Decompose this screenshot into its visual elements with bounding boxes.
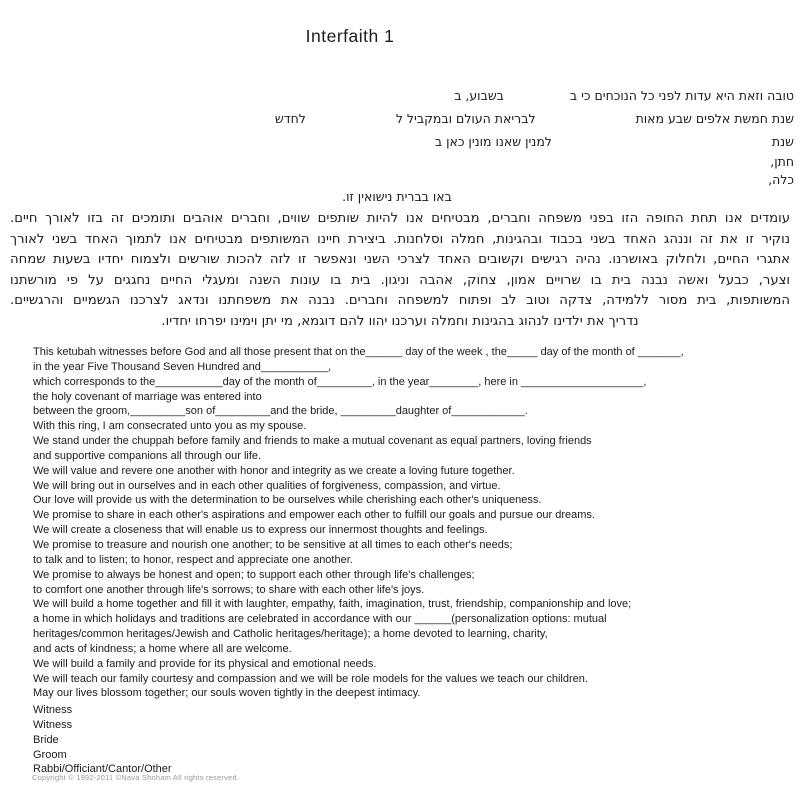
english-text-line: and supportive companions all through our life. [33,449,262,462]
hebrew-vow-line: המשותפות, בית מסור ללמידה, צדקה וטוב לב ופתוח למשפחה וחברים. נבנה את משפחתנו ונדאג לצרכנו הגשמיים והרגשיים. [10,293,790,308]
hebrew-groom-label [0,153,794,171]
signature-label: Rabbi/Officiant/Cantor/Other [33,763,172,776]
english-text-line: Our love will provide us with the determination to be ourselves while cherishing each other's uniqueness. [33,494,542,507]
english-text-line: in the year Five Thousand Seven Hundred and___________, [33,360,332,373]
english-text-line: to comfort one another through life's sorrows; to share with each other life's joys. [33,583,425,596]
english-text-line: and acts of kindness; a home where all are welcome. [33,642,292,655]
signature-label: Witness [33,718,73,731]
hebrew-text-segment: כלה, [768,171,794,187]
english-text-line: a home in which holidays and traditions are celebrated in accordance with our ______(personalization options: mutual [33,613,607,626]
fill-in-blank [536,122,636,123]
english-text-line: We will create a closeness that will enable us to express our innermost thoughts and feelings. [33,524,488,537]
english-text-line: This ketubah witnesses before God and all those present that on the______ day of the week , the_____ day of the month of _______, [33,346,684,358]
english-text-line: We will build a family and provide for its physical and emotional needs. [33,657,377,670]
signature-labels-section [33,703,172,777]
hebrew-vow-line: נוקיר זו את זה וננהג האחד בשני בכבוד ובהגינות, חמלה וסלחנות. ביצירת חיינו המשותפים מבטיחים אנו לתמוך האחד בשני לאורך [10,231,790,247]
english-text-line: We promise to always be honest and open; to support each other through life's challenges; [33,568,475,581]
hebrew-text-segment: חתן, [770,154,794,169]
hebrew-text-segment: באו בברית נישואין זו. [342,189,452,204]
english-text-line: We will bring out in ourselves and in each other qualities of forgiveness, compassion, and virtue. [33,479,501,492]
english-text-section [33,345,782,701]
hebrew-date-line-1 [0,84,794,107]
hebrew-bride-label [0,171,794,189]
english-text-line: We promise to share in each other's aspirations and empower each other to fulfill our goals and pursue our dreams. [33,509,595,522]
page-title: Interfaith 1 [305,26,395,46]
english-text-line: between the groom,_________son of_________and the bride, _________daughter of____________. [33,405,528,418]
hebrew-text-segment: שנת חמשת אלפים שבע מאות [635,111,794,126]
english-text-line: We will value and revere one another with honor and integrity as we create a loving future together. [33,464,515,477]
hebrew-vows-paragraph [10,209,790,332]
copyright-notice: Copyright © 1992-2011 ©Nava Shoham All rights reserved. [32,773,240,782]
hebrew-text-segment: לחדש [274,111,306,126]
english-text-line: to talk and to listen; to honor, respect and appreciate one another. [33,553,353,566]
hebrew-date-line-3 [0,130,794,153]
english-text-line: We stand under the chuppah before family and friends to make a mutual covenant as equal partners, loving friends [33,435,592,448]
hebrew-vow-line: וצער, כבעל ואשה נבנה בית בו שרויים אמון, צחוק, אהבה וניגון. בית בו עונות השנה ומעגלי החיים נחגגים על פי מורשתנו [10,272,790,288]
signature-label: Groom [33,748,67,761]
hebrew-text-segment: בשבוע, ב [454,88,504,103]
english-text-line: We will teach our family courtesy and compassion and we will be role models for the values we teach our children. [33,672,588,685]
english-text-line: With this ring, I am consecrated unto you as my spouse. [33,420,307,433]
fill-in-blank [552,145,772,146]
fill-in-blank [504,99,570,100]
hebrew-text-segment: לבריאת העולם ובמקביל ל [395,111,536,126]
english-text-line: which corresponds to the___________day of the month of_________, in the year________, here in ____________________, [33,375,647,388]
english-text-line: We will build a home together and fill it with laughter, empathy, faith, imagination, trust, friendship, companionship and love; [33,598,632,611]
hebrew-date-section [0,84,794,206]
hebrew-text-segment: למנין שאנו מונין כאן ב [434,134,552,149]
hebrew-vow-line: עומדים אנו תחת החופה הזו בפני משפחה וחברים, מבטיחים אנו להיות שותפים שווים, וחברים אוהבים ותומכים זה בזו לאורך חיים. [10,211,790,226]
signature-label: Bride [33,733,59,746]
hebrew-text-segment: שנת [771,134,794,149]
signature-label: Witness [33,704,73,716]
hebrew-vow-closing-line: נדריך את ילדינו לנהוג בהגינות וחמלה וערכנו יהוו להם דוגמא, מי יתן וימינו יפרחו יחדיו. [161,313,639,329]
english-text-line: May our lives blossom together; our souls woven tightly in the deepest intimacy. [33,687,421,700]
fill-in-blank [306,122,396,123]
english-text-line: heritages/common heritages/Jewish and Catholic heritages/heritage); a home devoted to learning, charity, [33,628,548,641]
hebrew-covenant-line [0,188,794,206]
english-text-line: the holy covenant of marriage was entered into [33,390,262,403]
hebrew-date-line-2 [0,107,794,130]
hebrew-text-segment: טובה וזאת היא עדות לפני כל הנוכחים כי ב [569,88,794,103]
english-text-line: We promise to treasure and nourish one another; to be sensitive at all times to each other's needs; [33,538,513,551]
hebrew-vow-line: אתגרי החיים, ולחלוק באושרנו. נהיה רגישים וקשובים האחד לצרכי השני ונאפשר זו לזה להכות שורשים ולצמוח יחדיו בשעות שמחה [10,252,790,267]
